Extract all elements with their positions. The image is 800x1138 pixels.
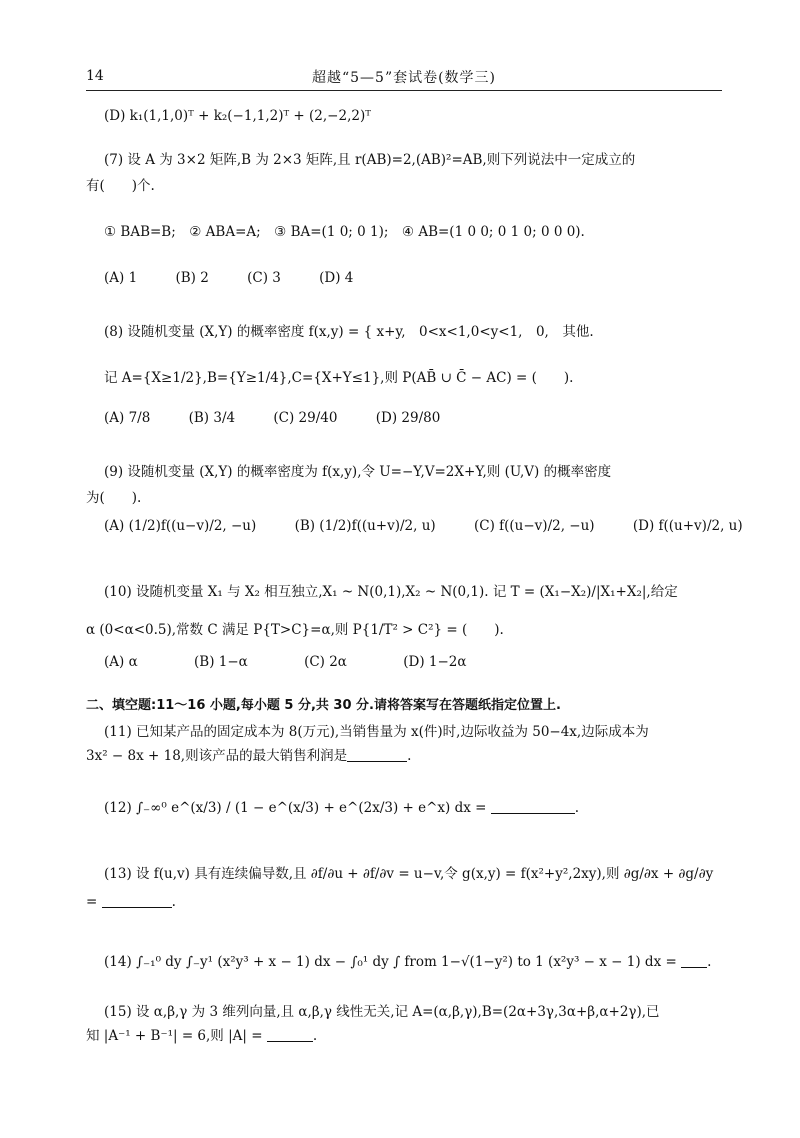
q6-option-d: (D) k₁(1,1,0)ᵀ + k₂(−1,1,2)ᵀ + (2,−2,2)ᵀ	[104, 108, 371, 124]
q13-text: =	[86, 894, 98, 910]
q11-answer-blank	[347, 747, 407, 762]
q7-option-c: (C) 3	[247, 270, 281, 286]
q7-option-a: (A) 1	[104, 270, 138, 286]
q10-option-a: (A) α	[104, 654, 138, 670]
running-title: 超越“5—5”套试卷(数学三)	[311, 70, 497, 86]
q7-stem-cont: 有( )个.	[86, 178, 155, 194]
q11-stem-cont: 3x² − 8x + 18,则该产品的最大销售利润是 .	[86, 748, 412, 764]
q13-stem: (13) 设 f(u,v) 具有连续偏导数,且 ∂f/∂u + ∂f/∂v = u−v,令 g(x,y) = f(x²+y²,2xy),则 ∂g/∂x + ∂g/∂y	[104, 866, 714, 882]
q10-option-d: (D) 1−2α	[403, 654, 467, 670]
q13-answer-blank	[102, 893, 172, 908]
q7-option-d: (D) 4	[319, 270, 354, 286]
q9-option-b: (B) (1/2)f((u+v)/2, u)	[294, 518, 436, 534]
q15-text: 知 |A⁻¹ + B⁻¹| = 6,则 |A| =	[86, 1028, 263, 1044]
q12-text: (12) ∫₋∞⁰ e^(x/3) / (1 − e^(x/3) + e^(2x/3) + e^x) dx =	[104, 800, 487, 816]
q14-answer-blank	[681, 953, 707, 968]
q15-answer-blank	[267, 1027, 313, 1042]
section-heading-fill-in: 二、填空题:11～16 小题,每小题 5 分,共 30 分.请将答案写在答题纸指定位置上.	[86, 698, 561, 713]
page-number: 14	[86, 68, 104, 84]
q11-text: 3x² − 8x + 18,则该产品的最大销售利润是	[86, 748, 348, 764]
q10-options	[104, 652, 519, 672]
q13-stem-cont: = .	[86, 894, 176, 910]
page-header	[86, 62, 722, 91]
q8-stem: (8) 设随机变量 (X,Y) 的概率密度 f(x,y) = { x+y, 0<x<1,0<y<1, 0, 其他.	[104, 324, 594, 340]
q7-option-b: (B) 2	[175, 270, 209, 286]
q11-stem: (11) 已知某产品的固定成本为 8(万元),当销售量为 x(件)时,边际收益为 50−4x,边际成本为	[104, 724, 649, 740]
q7-statements: ① BAB=B; ② ABA=A; ③ BA=(1 0; 0 1); ④ AB=(1 0 0; 0 1 0; 0 0 0).	[104, 224, 585, 240]
q8-option-b: (B) 3/4	[188, 410, 236, 426]
q9-stem: (9) 设随机变量 (X,Y) 的概率密度为 f(x,y),令 U=−Y,V=2X+Y,则 (U,V) 的概率密度	[104, 464, 612, 480]
q10-stem-cont: α (0<α<0.5),常数 C 满足 P{T>C}=α,则 P{1/T² > C²} = ( ).	[86, 622, 504, 638]
q15-stem: (15) 设 α,β,γ 为 3 维列向量,且 α,β,γ 线性无关,记 A=(α,β,γ),B=(2α+3γ,3α+β,α+2γ),已	[104, 1004, 660, 1020]
q8-stem-cont: 记 A={X≥1/2},B={Y≥1/4},C={X+Y≤1},则 P(AB̄ ∪ C̄ − AC) = ( ).	[104, 370, 574, 386]
q9-option-c: (C) f((u−v)/2, −u)	[473, 518, 595, 534]
q9-option-a: (A) (1/2)f((u−v)/2, −u)	[104, 518, 257, 534]
q9-stem-cont: 为( ).	[86, 490, 142, 506]
q10-option-c: (C) 2α	[304, 654, 347, 670]
q8-option-c: (C) 29/40	[273, 410, 338, 426]
q15-stem-cont: 知 |A⁻¹ + B⁻¹| = 6,则 |A| = .	[86, 1028, 318, 1044]
q12-stem: (12) ∫₋∞⁰ e^(x/3) / (1 − e^(x/3) + e^(2x/3) + e^x) dx = .	[104, 800, 580, 816]
q8-options	[104, 408, 474, 428]
q7-stem: (7) 设 A 为 3×2 矩阵,B 为 2×3 矩阵,且 r(AB)=2,(AB)²=AB,则下列说法中一定成立的	[104, 152, 636, 168]
q8-option-a: (A) 7/8	[104, 410, 151, 426]
q10-option-b: (B) 1−α	[194, 654, 248, 670]
q12-answer-blank	[491, 799, 575, 814]
q9-options	[104, 516, 777, 536]
q14-stem: (14) ∫₋₁⁰ dy ∫₋y¹ (x²y³ + x − 1) dx − ∫₀¹ dy ∫ from 1−√(1−y²) to 1 (x²y³ − x − 1) dx = .	[104, 954, 712, 970]
q14-text: (14) ∫₋₁⁰ dy ∫₋y¹ (x²y³ + x − 1) dx − ∫₀¹ dy ∫ from 1−√(1−y²) to 1 (x²y³ − x − 1) dx =	[104, 954, 677, 970]
q7-options	[104, 268, 387, 288]
q9-option-d: (D) f((u+v)/2, u)	[632, 518, 743, 534]
q10-stem: (10) 设随机变量 X₁ 与 X₂ 相互独立,X₁ ~ N(0,1),X₂ ~ N(0,1). 记 T = (X₁−X₂)/|X₁+X₂|,给定	[104, 584, 678, 600]
q8-option-d: (D) 29/80	[375, 410, 441, 426]
